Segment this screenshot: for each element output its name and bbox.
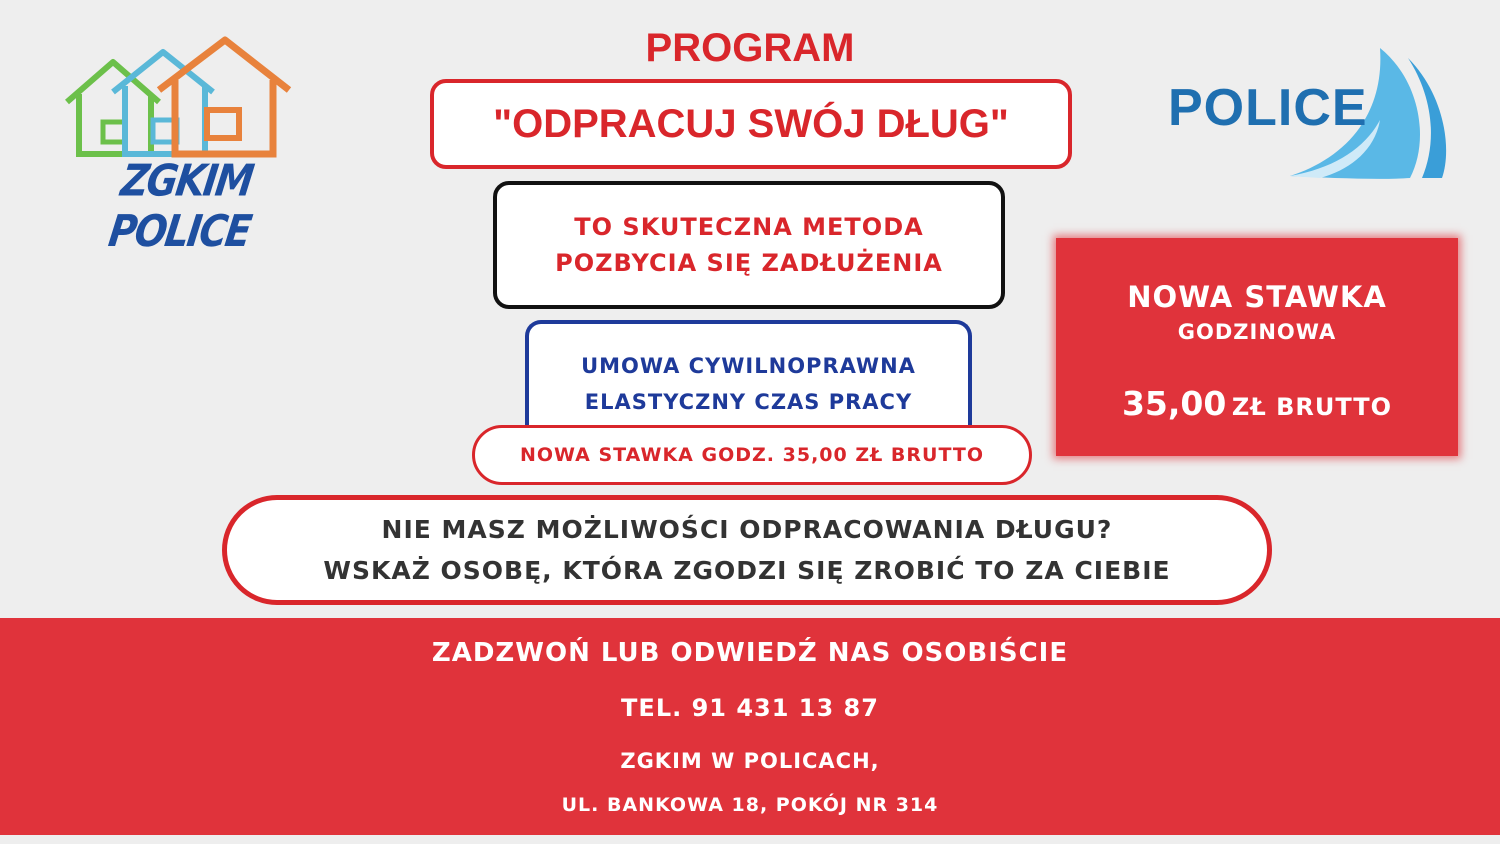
bottom-strip [0,835,1500,844]
program-name-box [430,79,1072,169]
zgkim-brand-text: ZGKIM POLICE [105,155,256,257]
zgkim-logo [55,30,305,257]
program-name: "ODPRACUJ SWÓJ DŁUG" [493,101,1009,146]
contract-line-2: ELASTYCZNY CZAS PRACY [584,390,913,414]
program-label: PROGRAM [645,26,855,70]
police-brand-text: POLICE [1168,79,1368,137]
rate-small-box [472,425,1032,485]
method-line-1: TO SKUTECZNA METODA [574,213,924,241]
question-line-1: NIE MASZ MOŻLIWOŚCI ODPRACOWANIA DŁUGU? [381,515,1113,544]
rate-big-subtitle: GODZINOWA [1177,320,1337,344]
footer-phone: TEL. 91 431 13 87 [621,694,879,722]
footer-organization: ZGKIM W POLICACH, [620,749,880,773]
method-line-2: POZBYCIA SIĘ ZADŁUŻENIA [555,249,943,277]
question-box [222,495,1272,605]
houses-icon [55,30,305,170]
rate-small-text: NOWA STAWKA GODZ. 35,00 ZŁ BRUTTO [520,444,984,466]
method-box [493,181,1005,309]
rate-unit: ZŁ BRUTTO [1231,393,1393,421]
contract-line-1: UMOWA CYWILNOPRAWNA [581,354,916,378]
rate-big-amount [1056,384,1458,423]
question-line-2: WSKAŻ OSOBĘ, KTÓRA ZGODZI SIĘ ZROBIĆ TO ZA CIEBIE [323,556,1171,585]
footer-address: UL. BANKOWA 18, POKÓJ NR 314 [561,794,939,816]
rate-big-box [1056,238,1458,456]
police-logo [1160,40,1460,185]
contact-footer [0,618,1500,835]
rate-amount: 35,00 [1121,384,1227,423]
footer-call: ZADZWOŃ LUB ODWIEDŹ NAS OSOBIŚCIE [431,638,1069,668]
rate-big-title: NOWA STAWKA [1127,280,1387,314]
